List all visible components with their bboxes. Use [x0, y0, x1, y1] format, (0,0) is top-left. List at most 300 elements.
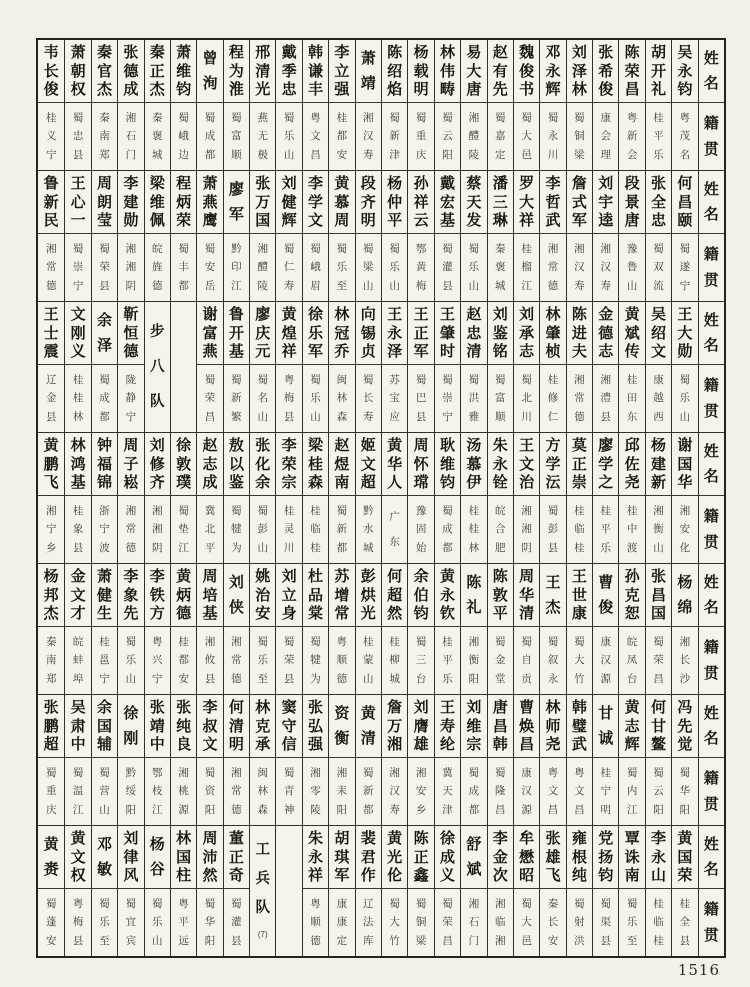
- character: 皖: [626, 635, 638, 648]
- character: 桂: [626, 504, 638, 517]
- character: 梁: [574, 148, 585, 161]
- character: 富: [202, 324, 218, 342]
- register-band-6: [38, 695, 724, 826]
- character: 衡: [653, 523, 664, 536]
- character: 国: [651, 604, 667, 622]
- character: 崇: [442, 392, 453, 405]
- origin-header-cell: [698, 103, 724, 170]
- character: 根: [571, 848, 587, 866]
- character: 化: [679, 541, 691, 554]
- character: 武: [571, 735, 587, 753]
- character: 斌: [466, 860, 482, 878]
- character: 江: [72, 803, 84, 816]
- person-name-cell: [302, 564, 328, 627]
- character: 湘: [231, 635, 242, 648]
- character: 宁: [99, 672, 110, 685]
- character: 都: [178, 279, 189, 292]
- person-name-cell: [539, 171, 565, 234]
- register-band-7: [38, 826, 724, 956]
- character: 寿: [439, 717, 455, 735]
- character: 堂: [494, 672, 506, 685]
- character: 书: [519, 80, 535, 98]
- origin-cell: [671, 234, 697, 301]
- character: 萧: [176, 44, 192, 62]
- character: 南: [334, 473, 350, 491]
- character: 荣: [204, 392, 216, 405]
- origin-cell: [434, 758, 460, 825]
- character: 王: [545, 574, 561, 592]
- character: 超: [43, 735, 59, 753]
- character: 新: [231, 392, 242, 405]
- origin-cell: [460, 627, 486, 694]
- character: 朝: [70, 62, 86, 80]
- character: 军: [334, 866, 350, 884]
- person-name-cell: [645, 40, 671, 103]
- character: 汉: [600, 654, 611, 667]
- character: 李: [492, 830, 508, 848]
- character: 生: [96, 604, 112, 622]
- character: 刘: [598, 175, 614, 193]
- person-name-cell: [513, 695, 539, 758]
- character: 湘: [521, 523, 532, 536]
- character: 粤: [283, 373, 295, 386]
- character: 锦: [96, 473, 112, 491]
- character: 都: [204, 148, 216, 161]
- character: 祥: [413, 193, 429, 211]
- character: 宁: [72, 279, 84, 292]
- character: 蜀: [204, 242, 216, 255]
- character: 萧: [96, 568, 112, 586]
- character: 新: [43, 193, 59, 211]
- person-name-cell: [539, 433, 565, 496]
- origin-cell: [223, 365, 249, 432]
- character: 阳: [204, 934, 216, 947]
- character: 吴: [70, 699, 86, 717]
- character: 无: [257, 130, 268, 143]
- origin-cell: [91, 627, 117, 694]
- character: 秦: [45, 635, 57, 648]
- character: 长: [363, 392, 374, 405]
- character: 名: [703, 860, 719, 878]
- character: 蜀: [257, 504, 268, 517]
- character: 冯: [677, 699, 693, 717]
- character: 湘: [494, 934, 506, 947]
- origin-cell: [355, 889, 381, 956]
- character: 彭: [360, 568, 376, 586]
- character: 湘: [415, 766, 427, 779]
- character: 湘: [387, 735, 403, 753]
- character: 永: [439, 586, 455, 604]
- character: 常: [547, 261, 559, 274]
- character: 钧: [598, 866, 614, 884]
- character: 超: [387, 586, 403, 604]
- character: 秦: [99, 111, 110, 124]
- character: 俊: [519, 62, 535, 80]
- empty-cell: [275, 826, 301, 956]
- character: 山: [363, 672, 374, 685]
- origin-cell: [223, 103, 249, 170]
- character: 陈: [413, 830, 429, 848]
- character: 进: [571, 324, 587, 342]
- character: 宗: [466, 735, 482, 753]
- character: 宁: [151, 672, 163, 685]
- character: 姓: [703, 181, 719, 199]
- person-name-cell: [460, 171, 486, 234]
- person-name-cell: [38, 695, 64, 758]
- person-name-cell: [117, 433, 143, 496]
- person-name-cell: [566, 433, 592, 496]
- character: 义: [70, 342, 86, 360]
- character: 陈: [571, 306, 587, 324]
- origin-cell: [460, 758, 486, 825]
- character: 皖: [494, 504, 506, 517]
- character: 汤: [466, 437, 482, 455]
- character: 裴: [360, 830, 376, 848]
- character: 时: [439, 342, 455, 360]
- character: 遂: [679, 261, 691, 274]
- origin-cell: [566, 496, 592, 563]
- character: 陇: [125, 373, 137, 386]
- character: 承: [519, 324, 535, 342]
- character: 正: [228, 848, 244, 866]
- character: 名: [703, 729, 719, 747]
- character: 文: [651, 342, 667, 360]
- character: 桂: [363, 635, 374, 648]
- origin-cell: [328, 496, 354, 563]
- origin-cell: [592, 627, 618, 694]
- character: 永: [308, 848, 324, 866]
- character: 次: [492, 866, 508, 884]
- character: 康: [336, 916, 348, 929]
- character: 彭: [257, 523, 268, 536]
- origin-cell: [328, 234, 354, 301]
- character: 张: [43, 699, 59, 717]
- character: 昌: [310, 148, 321, 161]
- person-name-cell: [117, 695, 143, 758]
- person-name-cell: [355, 171, 381, 234]
- character: 赵: [492, 44, 508, 62]
- character: 蜀: [72, 766, 84, 779]
- person-name-cell: [592, 171, 618, 234]
- person-name-cell: [302, 433, 328, 496]
- person-name-cell: [170, 171, 196, 234]
- person-name-cell: [355, 433, 381, 496]
- character: 渠: [600, 916, 611, 929]
- character: 桂: [442, 635, 453, 648]
- character: 新: [389, 130, 400, 143]
- character: 君: [360, 848, 376, 866]
- character: 牟: [519, 830, 535, 848]
- character: 蜀: [521, 897, 532, 910]
- person-name-cell: [407, 564, 433, 627]
- character: 澧: [600, 392, 611, 405]
- character: 克: [624, 586, 640, 604]
- character: 钧: [677, 80, 693, 98]
- character: 方: [545, 437, 561, 455]
- character: 正: [413, 324, 429, 342]
- character: 犍: [310, 654, 321, 667]
- character: 林: [176, 830, 192, 848]
- character: 秦: [494, 242, 506, 255]
- character: 庆: [45, 803, 57, 816]
- character: 身: [281, 604, 297, 622]
- person-name-cell: [117, 564, 143, 627]
- character: 乐: [626, 916, 638, 929]
- character: 安: [679, 523, 691, 536]
- character: 江: [626, 803, 638, 816]
- character: 都: [336, 541, 348, 554]
- character: 志: [519, 342, 535, 360]
- character: 萧: [70, 44, 86, 62]
- character: 阳: [125, 803, 137, 816]
- character: 固: [415, 523, 427, 536]
- character: 宁: [125, 410, 137, 423]
- character: 桂: [283, 504, 295, 517]
- character: 谢: [202, 306, 218, 324]
- character: 姓: [703, 443, 719, 461]
- origin-header-cell: [698, 889, 724, 956]
- character: 周: [202, 568, 218, 586]
- character: 清: [519, 604, 535, 622]
- character: 华: [204, 916, 216, 929]
- character: 乐: [125, 654, 137, 667]
- character: 庆: [255, 324, 271, 342]
- person-name-cell: [618, 433, 644, 496]
- origin-cell: [513, 758, 539, 825]
- person-name-cell: [144, 564, 170, 627]
- origin-cell: [170, 627, 196, 694]
- character: 桂: [653, 111, 664, 124]
- name-header-cell: [698, 171, 724, 234]
- character: 义: [45, 130, 57, 143]
- character: 名: [703, 598, 719, 616]
- character: 邑: [521, 934, 532, 947]
- character: 张: [255, 437, 271, 455]
- character: 侠: [228, 598, 244, 616]
- character: 长: [679, 654, 691, 667]
- character: 临: [653, 916, 664, 929]
- character: 良: [176, 735, 192, 753]
- character: 桂: [45, 111, 57, 124]
- origin-cell: [460, 103, 486, 170]
- character: 昌: [492, 717, 508, 735]
- character: 基: [202, 604, 218, 622]
- character: 荣: [283, 654, 295, 667]
- character: 培: [202, 586, 218, 604]
- origin-cell: [355, 234, 381, 301]
- person-name-cell: [618, 40, 644, 103]
- person-name-cell: [487, 433, 513, 496]
- character: 张: [651, 568, 667, 586]
- person-name-cell: [671, 40, 697, 103]
- person-name-cell: [196, 171, 222, 234]
- character: 昌: [494, 803, 506, 816]
- character: 衡: [468, 654, 480, 667]
- character: 山: [257, 541, 268, 554]
- person-name-cell: [434, 826, 460, 889]
- person-name-cell: [64, 40, 90, 103]
- character: 蜀: [336, 242, 348, 255]
- character: 粤: [336, 635, 348, 648]
- character: 应: [389, 410, 400, 423]
- character: 峨: [178, 130, 189, 143]
- character: 李: [334, 44, 350, 62]
- character: 朱: [492, 437, 508, 455]
- character: 苏: [334, 568, 350, 586]
- character: 佩: [149, 211, 165, 229]
- character: 杰: [545, 598, 561, 616]
- origin-cell: [618, 496, 644, 563]
- origin-cell: [196, 889, 222, 956]
- character: 豫: [626, 242, 638, 255]
- person-name-cell: [487, 826, 513, 889]
- character: 中: [149, 735, 165, 753]
- person-name-cell: [618, 826, 644, 889]
- character: 懋: [519, 848, 535, 866]
- character: 人: [387, 473, 403, 491]
- origin-cell: [38, 103, 64, 170]
- origin-cell: [249, 496, 275, 563]
- character: 为: [228, 62, 244, 80]
- character: 靳: [123, 306, 139, 324]
- character: 甘: [598, 705, 614, 723]
- character: 雍: [571, 830, 587, 848]
- character: 远: [178, 934, 189, 947]
- character: 县: [204, 672, 216, 685]
- character: 蜀: [442, 373, 453, 386]
- character: 师: [545, 717, 561, 735]
- character: 余: [96, 312, 112, 330]
- character: 忠: [651, 211, 667, 229]
- origin-cell: [275, 365, 301, 432]
- character: 杨: [149, 836, 165, 854]
- person-name-cell: [328, 564, 354, 627]
- character: 山: [310, 410, 321, 423]
- character: 梁: [363, 261, 374, 274]
- character: 桂: [574, 541, 585, 554]
- character: 德: [598, 324, 614, 342]
- character: 修: [547, 392, 559, 405]
- origin-cell: [170, 234, 196, 301]
- person-name-cell: [671, 302, 697, 365]
- character: 焕: [519, 717, 535, 735]
- origin-cell: [513, 365, 539, 432]
- character: 蜀: [151, 897, 163, 910]
- origin-cell: [381, 234, 407, 301]
- origin-cell: [539, 234, 565, 301]
- character: 贯: [703, 272, 719, 289]
- character: 山: [99, 803, 110, 816]
- origin-cell: [117, 889, 143, 956]
- origin-cell: [645, 889, 671, 956]
- origin-cell: [487, 365, 513, 432]
- character: 长: [43, 62, 59, 80]
- origin-cell: [566, 627, 592, 694]
- character: 云: [413, 211, 429, 229]
- character: 戴: [281, 44, 297, 62]
- character: 富: [231, 130, 242, 143]
- character: 安: [45, 934, 57, 947]
- character: 吴: [651, 306, 667, 324]
- character: 璧: [571, 717, 587, 735]
- character: 安: [178, 672, 189, 685]
- character: 阳: [468, 672, 480, 685]
- character: 之: [598, 473, 614, 491]
- character: 贯: [703, 927, 719, 944]
- character: 蜀: [547, 504, 559, 517]
- character: 纯: [176, 717, 192, 735]
- character: 定: [494, 148, 506, 161]
- person-name-cell: [434, 695, 460, 758]
- origin-cell: [302, 234, 328, 301]
- origin-cell: [434, 103, 460, 170]
- character: 钟: [96, 437, 112, 455]
- person-name-cell: [407, 433, 433, 496]
- person-name-cell: [460, 302, 486, 365]
- character: 县: [600, 410, 611, 423]
- origin-cell: [170, 496, 196, 563]
- character: 张: [545, 830, 561, 848]
- origin-cell: [117, 496, 143, 563]
- character: 湘: [231, 766, 242, 779]
- character: 杰: [96, 80, 112, 98]
- character: 鹰: [202, 211, 218, 229]
- character: 东: [389, 535, 400, 548]
- character: 维: [439, 455, 455, 473]
- character: 中: [626, 523, 638, 536]
- origin-cell: [196, 103, 222, 170]
- character: 志: [202, 455, 218, 473]
- character: 郑: [45, 672, 57, 685]
- character: 蜀: [178, 504, 189, 517]
- character: 蜀: [653, 635, 664, 648]
- character: 文: [360, 455, 376, 473]
- character: 灌: [231, 916, 242, 929]
- character: 永: [545, 62, 561, 80]
- origin-cell: [117, 234, 143, 301]
- character: 张: [651, 175, 667, 193]
- character: 象: [123, 586, 139, 604]
- character: 国: [677, 455, 693, 473]
- character: 谢: [677, 437, 693, 455]
- character: 学: [598, 455, 614, 473]
- origin-cell: [618, 889, 644, 956]
- character: 祥: [308, 866, 324, 884]
- character: 姓: [703, 705, 719, 723]
- origin-cell: [275, 758, 301, 825]
- character: 寿: [363, 410, 374, 423]
- divider-subscript: (7): [257, 930, 268, 940]
- character: 蜀: [468, 242, 480, 255]
- person-name-cell: [566, 171, 592, 234]
- character: 韩: [492, 735, 508, 753]
- character: 孙: [413, 175, 429, 193]
- character: 宁: [679, 279, 691, 292]
- person-name-cell: [487, 171, 513, 234]
- character: 沄: [545, 473, 561, 491]
- character: 向: [360, 306, 376, 324]
- character: 丰: [308, 80, 324, 98]
- character: 常: [231, 654, 242, 667]
- character: 金: [45, 392, 57, 405]
- character: 湘: [125, 242, 137, 255]
- character: 中: [70, 735, 86, 753]
- person-name-cell: [196, 826, 222, 889]
- character: 义: [439, 866, 455, 884]
- character: 刘: [571, 44, 587, 62]
- person-name-cell: [144, 826, 170, 889]
- person-name-cell: [566, 826, 592, 889]
